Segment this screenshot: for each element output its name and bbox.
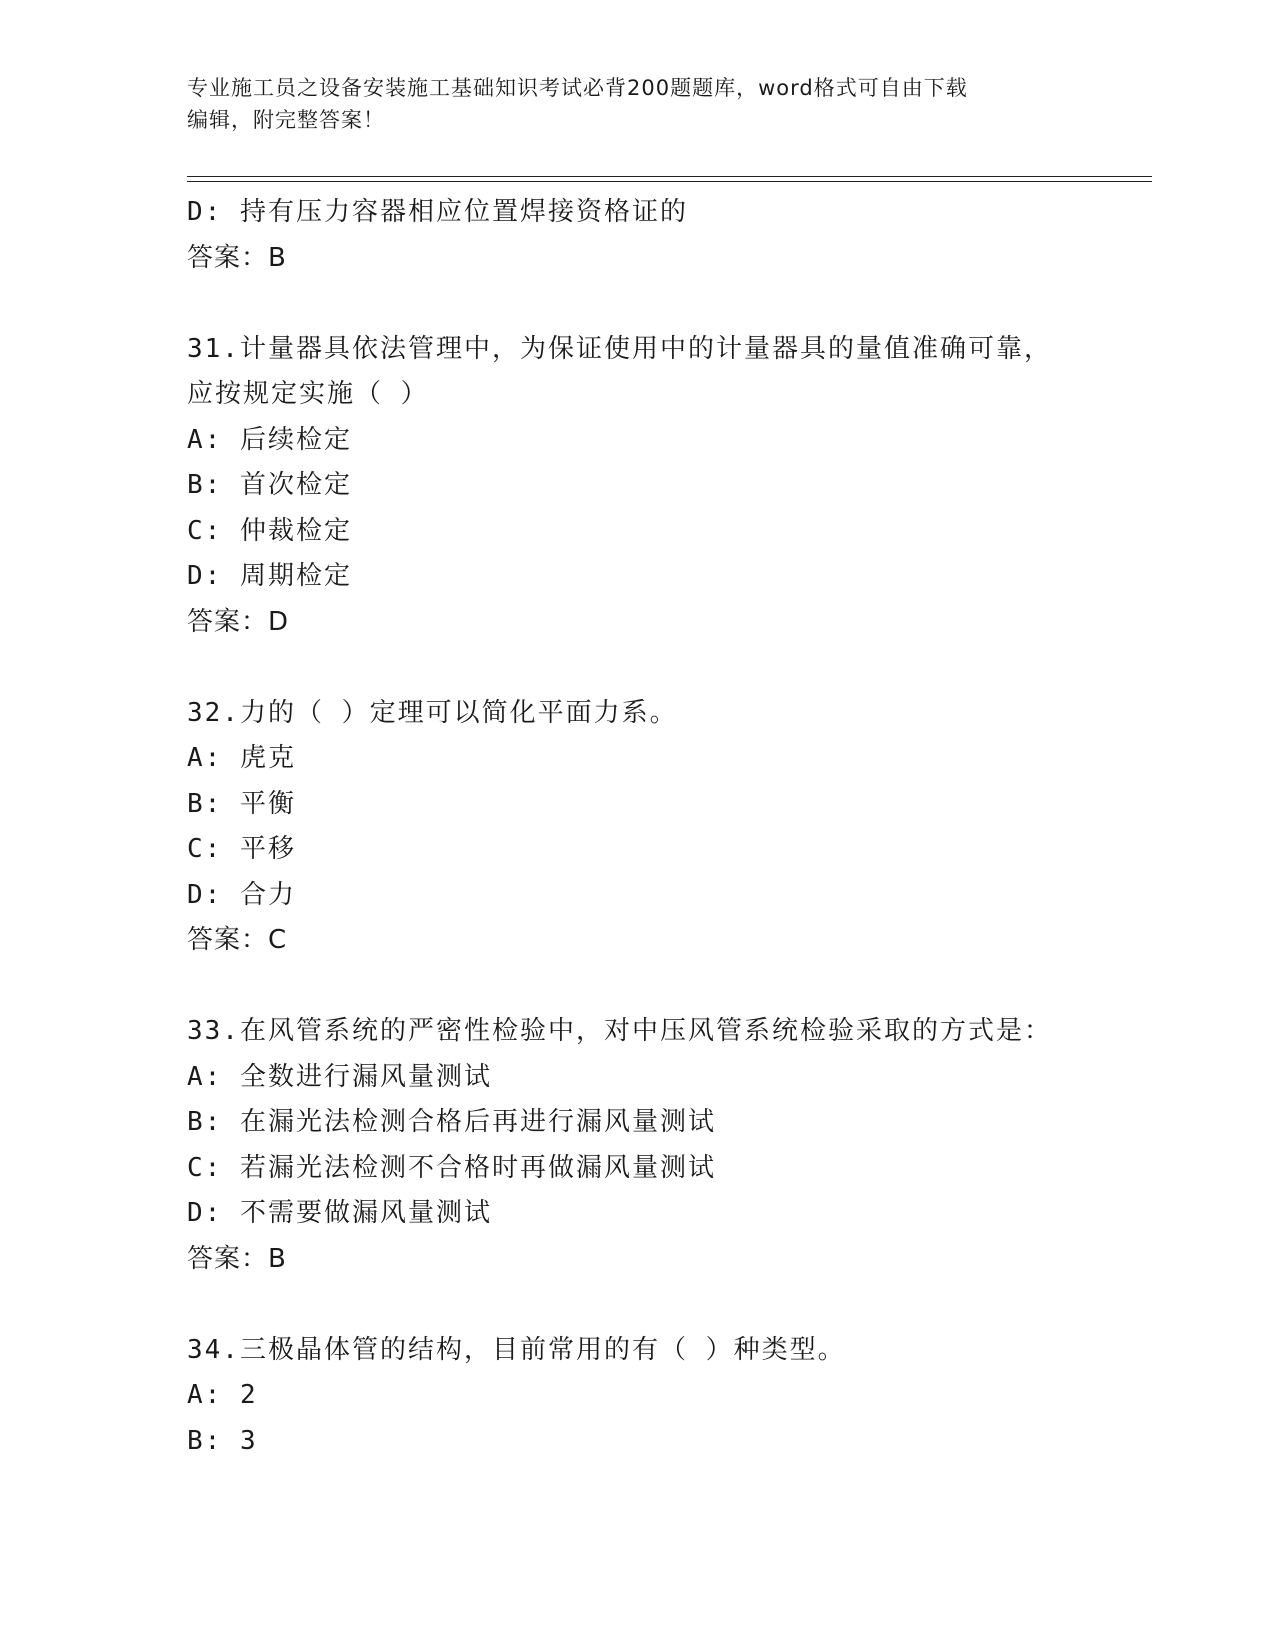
prev-option-d: D: 持有压力容器相应位置焊接资格证的 — [187, 197, 688, 227]
question-31 — [187, 327, 1147, 646]
question-34-option-a: A: 2 — [187, 1380, 258, 1410]
spacer — [187, 1282, 1147, 1328]
question-31-stem-line1: 31.计量器具依法管理中，为保证使用中的计量器具的量值准确可靠， — [187, 333, 1052, 364]
question-34-stem: 34.三极晶体管的结构，目前常用的有（ ）种类型。 — [187, 1334, 846, 1365]
header-divider-bottom — [187, 181, 1152, 182]
question-34-option-b: B: 3 — [187, 1425, 258, 1456]
prev-answer: 答案：B — [187, 242, 287, 273]
question-33-stem: 33.在风管系统的严密性检验中，对中压风管系统检验采取的方式是： — [187, 1016, 1052, 1046]
question-32-option-c: C: 平移 — [187, 834, 296, 864]
question-33 — [187, 1009, 1147, 1282]
question-list — [187, 190, 1147, 1464]
question-32-answer: 答案：C — [187, 925, 288, 955]
question-34 — [187, 1328, 1147, 1465]
question-31-stem-line2: 应按规定实施（ ） — [187, 379, 429, 409]
question-32-option-a: A: 虎克 — [187, 743, 296, 773]
header-title-line1: 专业施工员之设备安装施工基础知识考试必背200题题库，word格式可自由下载 — [187, 76, 968, 100]
question-33-option-a: A: 全数进行漏风量测试 — [187, 1061, 492, 1092]
question-31-option-b: B: 首次检定 — [187, 470, 352, 500]
question-31-answer: 答案：D — [187, 606, 290, 637]
spacer — [187, 281, 1147, 327]
page-header — [187, 72, 1067, 136]
question-31-option-c: C: 仲裁检定 — [187, 515, 352, 546]
question-32-option-b: B: 平衡 — [187, 788, 296, 819]
question-31-option-d: D: 周期检定 — [187, 561, 352, 591]
header-title-line2: 编辑，附完整答案！ — [187, 108, 385, 132]
question-33-option-b: B: 在漏光法检测合格后再进行漏风量测试 — [187, 1107, 716, 1137]
question-32-stem: 32.力的（ ）定理可以简化平面力系。 — [187, 697, 678, 728]
question-31-option-a: A: 后续检定 — [187, 424, 352, 455]
question-32 — [187, 691, 1147, 964]
spacer — [187, 964, 1147, 1010]
question-32-option-d: D: 合力 — [187, 879, 296, 910]
header-divider-top — [187, 176, 1152, 177]
spacer — [187, 645, 1147, 691]
question-33-answer: 答案：B — [187, 1243, 287, 1274]
question-33-option-d: D: 不需要做漏风量测试 — [187, 1198, 492, 1228]
question-33-option-c: C: 若漏光法检测不合格时再做漏风量测试 — [187, 1152, 716, 1183]
